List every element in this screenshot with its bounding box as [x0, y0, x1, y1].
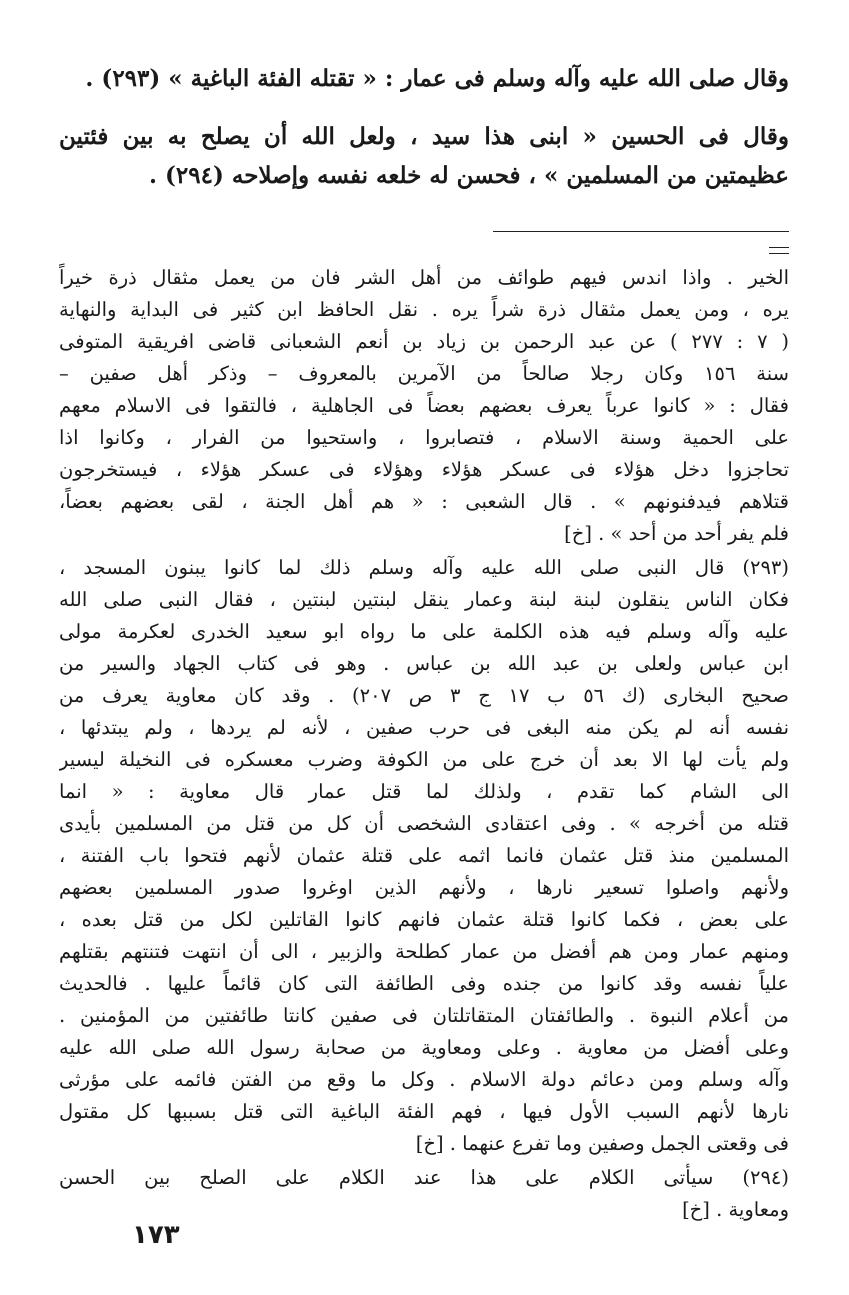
footnote-line: فلم يفر أحد من أحد » . [خ]	[564, 522, 789, 545]
footnote-line: ولم يأت لها الا بعد أن خرج على من الكوفة وضرب معسكره فى النخيلة ليسير	[59, 748, 789, 771]
main-text-line: وقال فى الحسين « ابنى هذا سيد ، ولعل الله أن يصلح به بين فئتين	[59, 123, 789, 150]
footnote-line: فى وقعتى الجمل وصفين وما تفرع عنهما . [خ]	[415, 1132, 789, 1155]
footnote-line: علياً نفسه وقد كانوا من جنده وفى الطائفة التى كان قائماً عليها . فالحديث	[59, 972, 789, 995]
footnote-line: من أعلام النبوة . والطائفتان المتقاتلتان فى صفين كانتا طائفتين من المؤمنين .	[59, 1004, 789, 1027]
footnote-line: فقال : « كانوا عرباً يعرف بعضهم بعضاً فى الجاهلية ، فالتقوا فى الاسلام معهم	[59, 394, 789, 417]
footnote-line: يره ، ومن يعمل مثقال ذرة شراً يره . نقل الحافظ ابن كثير فى البداية والنهاية	[59, 298, 789, 321]
footnote-line: قتله من أخرجه » . وفى اعتقادى الشخصى أن كل من قتل من المسلمين بأيدى	[59, 812, 789, 835]
footnote-line: ومنهم عمار ومن هم أفضل من عمار كطلحة والزبير ، الى أن انتهت فتنتهم بقتلهم	[59, 940, 789, 963]
footnote-line: على الحمية وسنة الاسلام ، فتصابروا ، واستحيوا من الفرار ، وكانوا اذا	[59, 426, 789, 449]
footnote-line: سنة ١٥٦ وكان رجلا صالحاً من الآمرين بالمعروف – وذكر أهل صفين –	[59, 362, 789, 385]
footnote-line: عليه وآله وسلم فيه هذه الكلمة على ما رواه ابو سعيد الخدرى لعكرمة مولى	[59, 620, 789, 643]
footnote-line: الخير . واذا اندس فيهم طوائف من أهل الشر فان من يعمل مثقال ذرة خيراً	[59, 266, 789, 289]
footnote-line: على بعض ، فكما كانوا قتلة عثمان فانهم كانوا القاتلين لكل من قتل بعده ،	[59, 908, 789, 931]
footnote-line: ابن عباس ولعلى بن عبد الله بن عباس . وهو فى كتاب الجهاد والسير من	[59, 652, 789, 675]
footnote-divider	[493, 231, 789, 232]
main-text-line: وقال صلى الله عليه وآله وسلم فى عمار : « تقتله الفئة الباغية » (٢٩٣) .	[85, 65, 789, 92]
page-number: ١٧٣	[132, 1220, 180, 1250]
footnote-line: (٢٩٣) قال النبى صلى الله عليه وآله وسلم ذلك لما كانوا يبنون المسجد ،	[59, 556, 789, 579]
footnote-line: ( ٧ : ٢٧٧ ) عن عبد الرحمن بن زياد بن أنعم الشعبانى قاضى افريقية المتوفى	[59, 330, 789, 353]
footnote-continuation-mark	[769, 247, 789, 254]
footnote-line: وعلى أفضل من معاوية . وعلى ومعاوية من صحابة رسول الله صلى الله عليه	[59, 1036, 789, 1059]
footnote-line: نارها لأنهم السبب الأول فيها ، فهم الفئة الباغية التى قتل بسببها كل مقتول	[59, 1100, 789, 1123]
footnote-line: ولأنهم واصلوا تسعير نارها ، ولأنهم الذين اوغروا صدور المسلمين بعضهم	[59, 876, 789, 899]
main-text-line: عظيمتين من المسلمين » ، فحسن له خلعه نفسه وإصلاحه (٢٩٤) .	[149, 162, 789, 189]
footnote-line: (٢٩٤) سيأتى الكلام على هذا عند الكلام على الصلح بين الحسن	[59, 1166, 789, 1189]
footnote-line: صحيح البخارى (ك ٥٦ ب ١٧ ج ٣ ص ٢٠٧) . وقد كان معاوية يعرف من	[59, 684, 789, 707]
footnote-line: المسلمين منذ قتل عثمان فانما اثمه على قتلة عثمان لأنهم فتحوا باب الفتنة ،	[59, 844, 789, 867]
footnote-line: ومعاوية . [خ]	[682, 1198, 789, 1221]
footnote-line: الى الشام كما تقدم ، ولذلك لما قتل عمار قال معاوية : « انما	[59, 780, 789, 803]
footnote-line: فكان الناس ينقلون لبنة لبنة وعمار ينقل لبنتين لبنتين ، فقال النبى صلى الله	[59, 588, 789, 611]
footnote-line: نفسه أنه لم يكن منه البغى فى حرب صفين ، لأنه لم يردها ، ولم يبتدئها ،	[59, 716, 789, 739]
footnote-line: قتلاهم فيدفنونهم » . قال الشعبى : « هم أهل الجنة ، لقى بعضهم بعضاً،	[59, 490, 789, 513]
footnote-line: وآله وسلم ومن دعائم دولة الاسلام . وكل ما وقع من الفتن فائمه على مؤرثى	[59, 1068, 789, 1091]
footnote-line: تحاجزوا دخل هؤلاء فى عسكر هؤلاء وهؤلاء فى عسكر هؤلاء ، فيستخرجون	[59, 458, 789, 481]
